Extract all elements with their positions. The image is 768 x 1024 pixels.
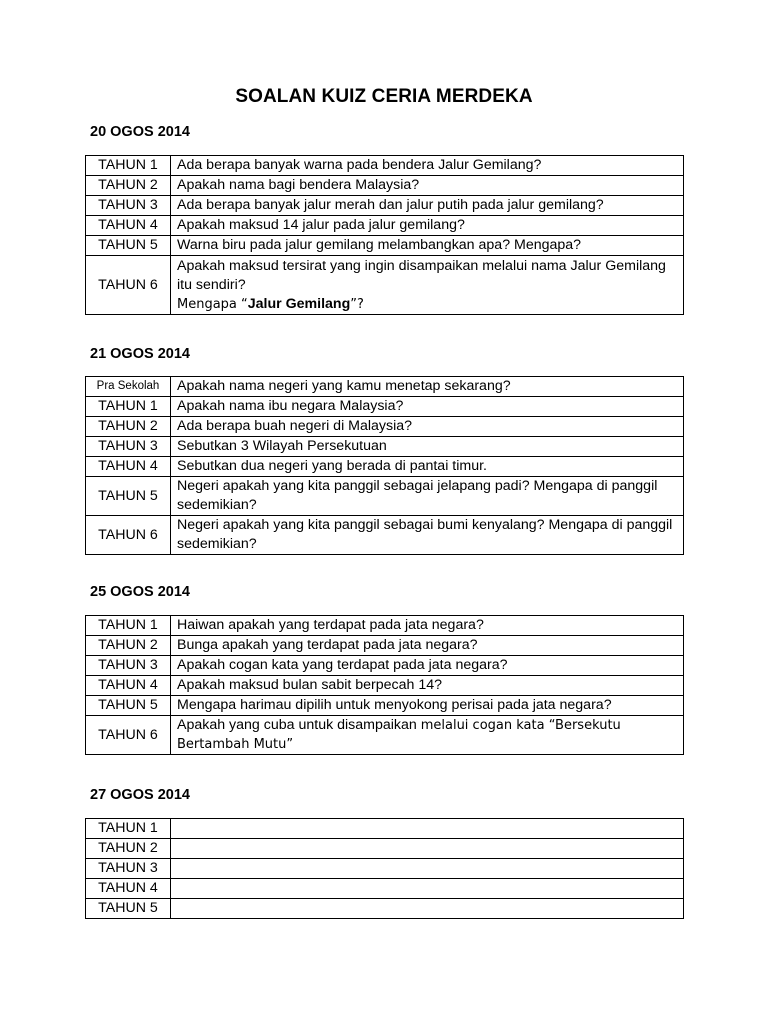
quiz-table: [85, 155, 684, 315]
section-date: 25 OGOS 2014: [90, 584, 190, 600]
level-cell: TAHUN 3: [86, 437, 171, 457]
level-cell: TAHUN 4: [86, 879, 171, 899]
question-text-part: ”?: [350, 296, 364, 312]
table-row: [86, 377, 684, 397]
question-text-followup: [177, 295, 677, 314]
question-cell: Apakah nama bagi bendera Malaysia?: [171, 176, 684, 196]
level-cell: TAHUN 1: [86, 616, 171, 636]
level-cell: TAHUN 2: [86, 417, 171, 437]
level-cell: TAHUN 6: [86, 516, 171, 555]
level-cell: TAHUN 5: [86, 477, 171, 516]
level-cell: TAHUN 1: [86, 819, 171, 839]
section-date: 20 OGOS 2014: [90, 124, 190, 140]
level-cell: TAHUN 5: [86, 899, 171, 919]
question-cell: Apakah nama negeri yang kamu menetap sekarang?: [171, 377, 684, 397]
question-cell: [171, 879, 684, 899]
table-row: [86, 616, 684, 636]
level-cell: TAHUN 3: [86, 656, 171, 676]
question-text: Apakah maksud tersirat yang ingin disampaikan melalui nama Jalur Gemilang itu sendiri?: [177, 257, 666, 293]
question-text-part: Mengapa “: [177, 296, 248, 312]
question-cell: Sebutkan dua negeri yang berada di pantai timur.: [171, 457, 684, 477]
quiz-table: [85, 818, 684, 919]
level-cell: TAHUN 3: [86, 196, 171, 216]
question-cell: [171, 859, 684, 879]
table-row: [86, 397, 684, 417]
table-row: [86, 236, 684, 256]
question-cell: Bunga apakah yang terdapat pada jata negara?: [171, 636, 684, 656]
question-text-part: Apakah yang cuba untuk disampaikan: [177, 717, 421, 733]
question-cell: [171, 716, 684, 755]
level-cell: TAHUN 5: [86, 696, 171, 716]
table-row: [86, 839, 684, 859]
table-row: [86, 676, 684, 696]
quiz-table: [85, 615, 684, 755]
table-row: [86, 516, 684, 555]
question-cell: Apakah cogan kata yang terdapat pada jata negara?: [171, 656, 684, 676]
question-cell: Apakah nama ibu negara Malaysia?: [171, 397, 684, 417]
table-row: [86, 656, 684, 676]
table-row: [86, 216, 684, 236]
table-row: [86, 417, 684, 437]
table-row: [86, 819, 684, 839]
table-row: [86, 437, 684, 457]
table-row: [86, 636, 684, 656]
question-cell: Ada berapa banyak warna pada bendera Jalur Gemilang?: [171, 156, 684, 176]
level-cell: Pra Sekolah: [86, 377, 171, 397]
table-row: [86, 477, 684, 516]
level-cell: TAHUN 1: [86, 397, 171, 417]
question-text-emphasis: Jalur Gemilang: [247, 295, 351, 312]
level-cell: TAHUN 5: [86, 236, 171, 256]
table-row: [86, 196, 684, 216]
level-cell: TAHUN 6: [86, 716, 171, 755]
level-cell: TAHUN 4: [86, 676, 171, 696]
table-row: [86, 457, 684, 477]
question-cell: Apakah maksud 14 jalur pada jalur gemilang?: [171, 216, 684, 236]
question-cell: Ada berapa banyak jalur merah dan jalur putih pada jalur gemilang?: [171, 196, 684, 216]
question-cell: [171, 899, 684, 919]
table-row: [86, 879, 684, 899]
question-cell: Negeri apakah yang kita panggil sebagai bumi kenyalang? Mengapa di panggil sedemikian?: [171, 516, 684, 555]
question-cell: [171, 819, 684, 839]
question-cell: Ada berapa buah negeri di Malaysia?: [171, 417, 684, 437]
question-cell: [171, 839, 684, 859]
question-cell: Apakah maksud bulan sabit berpecah 14?: [171, 676, 684, 696]
table-row: [86, 256, 684, 315]
page-title: SOALAN KUIZ CERIA MERDEKA: [235, 86, 533, 107]
table-row: [86, 716, 684, 755]
level-cell: TAHUN 4: [86, 216, 171, 236]
section-date: 21 OGOS 2014: [90, 346, 190, 362]
question-cell: Negeri apakah yang kita panggil sebagai jelapang padi? Mengapa di panggil sedemikian?: [171, 477, 684, 516]
level-cell: TAHUN 4: [86, 457, 171, 477]
table-row: [86, 176, 684, 196]
table-row: [86, 899, 684, 919]
section-date: 27 OGOS 2014: [90, 787, 190, 803]
level-cell: TAHUN 2: [86, 636, 171, 656]
quiz-table: [85, 376, 684, 555]
question-cell: Warna biru pada jalur gemilang melambangkan apa? Mengapa?: [171, 236, 684, 256]
table-row: [86, 696, 684, 716]
level-cell: TAHUN 1: [86, 156, 171, 176]
level-cell: TAHUN 2: [86, 839, 171, 859]
question-cell: Mengapa harimau dipilih untuk menyokong perisai pada jata negara?: [171, 696, 684, 716]
question-cell: [171, 256, 684, 315]
question-cell: Sebutkan 3 Wilayah Persekutuan: [171, 437, 684, 457]
question-cell: Haiwan apakah yang terdapat pada jata negara?: [171, 616, 684, 636]
table-row: [86, 859, 684, 879]
question-text-part: melalui cogan kata “Bersekutu Bertambah Mutu”: [177, 718, 621, 752]
table-row: [86, 156, 684, 176]
level-cell: TAHUN 6: [86, 256, 171, 315]
level-cell: TAHUN 3: [86, 859, 171, 879]
level-cell: TAHUN 2: [86, 176, 171, 196]
